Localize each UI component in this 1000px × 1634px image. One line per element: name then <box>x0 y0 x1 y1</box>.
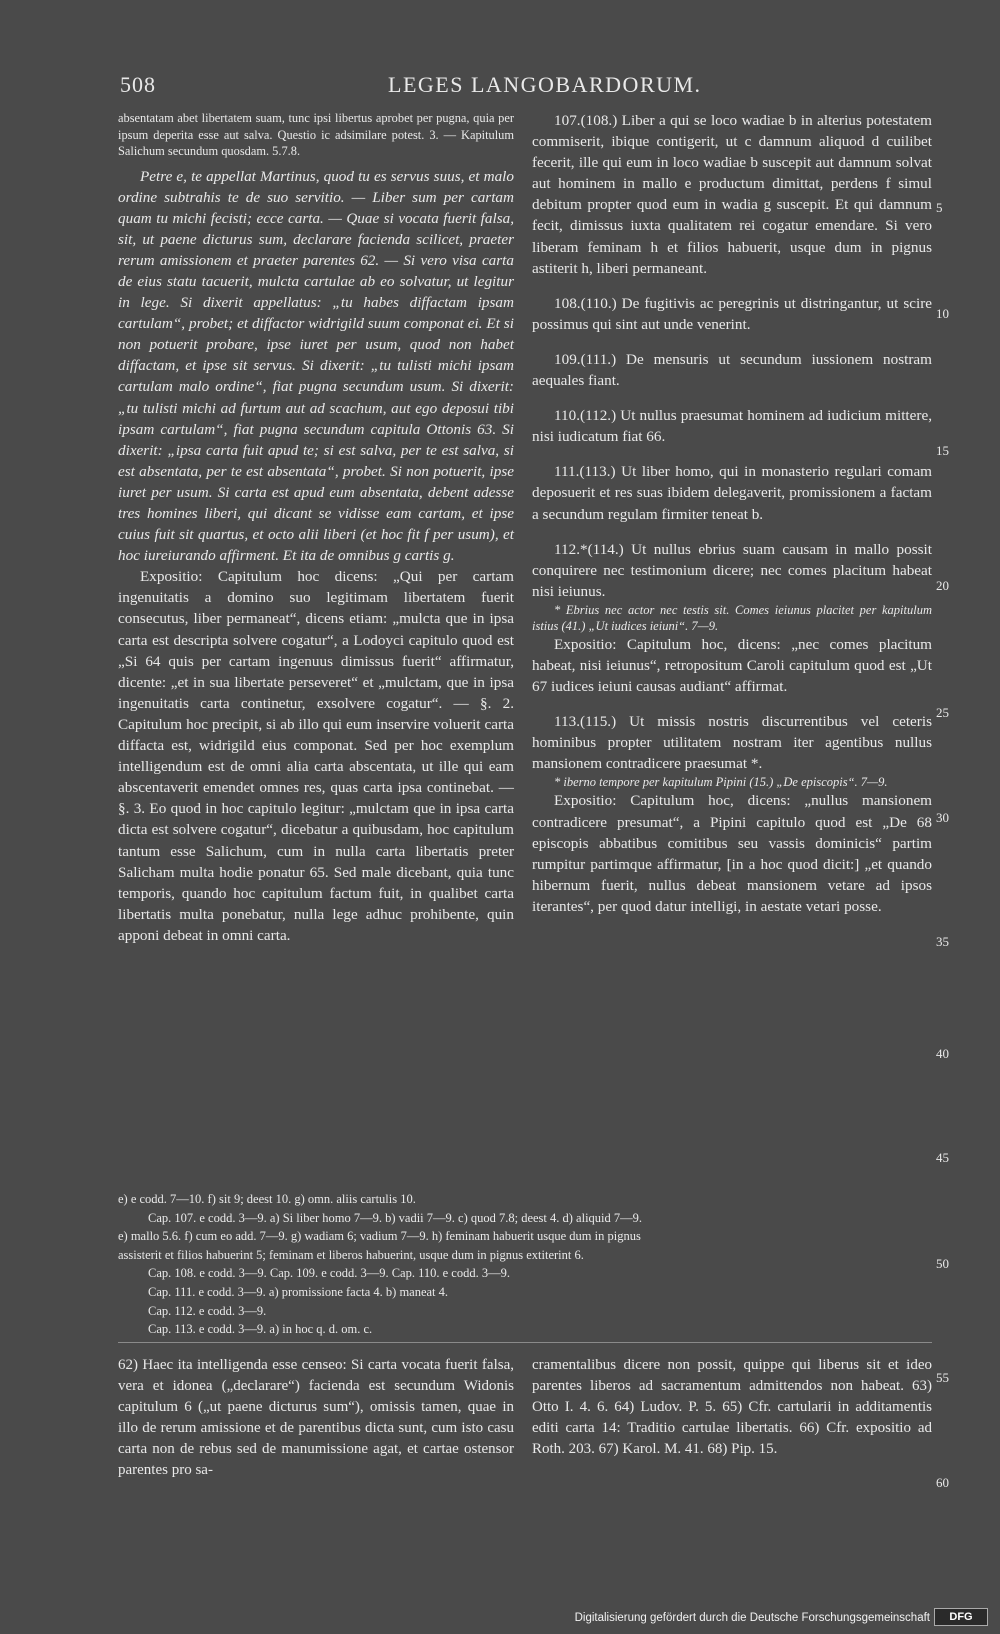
footnotes-left: 62) Haec ita intelligenda esse censeo: Si carta vocata fuerit falsa, vera et idonea („declarare“) facienda est secundum Widonis capitulum 6 („ut paene dicturus sum“), omissis tamen, quae in illo de rerum amissione et de parentibus dicta sunt, cum isto casu carta non de rebus sed de manumissione agat, et cartae ostensor parentes pro sa- <box>118 1357 514 1479</box>
line-number: 20 <box>936 578 949 593</box>
line-number: 55 <box>936 1370 949 1385</box>
apparatus-line: Cap. 108. e codd. 3—9. Cap. 109. e codd. 3—9. Cap. 110. e codd. 3—9. <box>148 1266 510 1281</box>
footnotes-right: cramentalibus dicere non possit, quippe qui liberus sit et ideo parentes liberos ad sacramentum admittendos non habeat. 63) Otto I. 4. 6. 64) Ludov. P. 5. 65) Cfr. cartularii in additamentis editi carta 14: Traditio cartulae libertatis. 66) Cfr. expositio ad Roth. 203. 67) Karol. M. 41. 68) Pip. 15. <box>532 1357 932 1458</box>
chapter-112: 112.*(114.) Ut nullus ebrius suam causam in mallo possit conquirere nec testimonium dicere; nec comes placitum habeat nisi ieiunus. <box>532 540 932 600</box>
apparatus-line: Cap. 111. e codd. 3—9. a) promissione facta 4. b) maneat 4. <box>148 1284 449 1299</box>
line-number: 45 <box>936 1150 949 1165</box>
line-number: 40 <box>936 1046 949 1061</box>
line-number: 35 <box>936 934 949 949</box>
page-number: 508 <box>120 72 156 97</box>
line-number: 15 <box>936 443 949 458</box>
apparatus-line: assisterit et filios habuerint 5; feminam et liberos habuerint, usque dum in pignus extiterint 6. <box>118 1247 584 1262</box>
chapter-113-note: * iberno tempore per kapitulum Pipini (15.) „De episcopis“. 7—9. <box>554 775 888 790</box>
chapter-111: 111.(113.) Ut liber homo, qui in monasterio regulari comam deposuerit et res suas ibidem delegaverit, promissionem a factam a secundum regulam firmiter teneat b. <box>532 463 932 523</box>
chapter-112-expositio: Expositio: Capitulum hoc, dicens: „nec comes placitum habeat, nisi ieiunus“, retropositum Caroli capitulum quod est „Ut 67 iudices ieiuni causas audiant“ affirmat. <box>532 635 932 696</box>
footnote-divider <box>118 1342 932 1343</box>
apparatus-line: Cap. 113. e codd. 3—9. a) in hoc q. d. om. c. <box>148 1322 373 1337</box>
apparatus-line: e) e codd. 7—10. f) sit 9; deest 10. g) omn. aliis cartulis 10. <box>118 1192 416 1206</box>
line-number: 30 <box>936 810 949 825</box>
critical-apparatus <box>118 1190 928 1339</box>
chapter-107: 107.(108.) Liber a qui se loco wadiae b in alterius potestatem commiserit, ibique contigerit, ut c damnum aliquod d cuilibet fecerit, ille qui eum in loco wadiae b suscepit aut damnum solvat aut hominem in mallo e productum dimittat, perdens f simul debitum propter quod eum in wadia g suscepit. Et qui damnum fecit, dimissus iuxta qualitatem rei cogatur emendare. Si vero liberam feminam h et filios habuerit, usque dum in pignus astiterit h, liberi permaneant. <box>532 112 932 277</box>
line-number: 10 <box>936 306 949 321</box>
line-number: 60 <box>936 1475 949 1490</box>
line-number: 25 <box>936 705 949 720</box>
apparatus-line: Cap. 107. e codd. 3—9. a) Si liber homo 7—9. b) vadii 7—9. c) quod 7.8; deest 4. d) aliquid 7—9. <box>148 1210 643 1225</box>
apparatus-line: e) mallo 5.6. f) cum eo add. 7—9. g) wadiam 6; vadium 7—9. h) feminam habuerit usque dum in pignus <box>118 1229 641 1244</box>
chapter-113-expositio: Expositio: Capitulum hoc, dicens: „nullus mansionem contradicere presumat“, a Pipini capitulo quod est „De 68 episcopis abbatibus comitibus seu vassis dominicis“ partim rumpitur partimque affirmatur, [in a hoc quod dicit:] „et quando hibernum fuerit, nullus debeat mansionem vetare ad ipsos iterantes“, per quod datur intelligi, in aestate vetari posse. <box>532 792 932 915</box>
dfg-logo: DFG <box>934 1608 988 1626</box>
formula-paragraph: Petre e, te appellat Martinus, quod tu es servus suus, et malo ordine subtrahis te de suo servitio. — Liber sum per cartam quam tu michi fecisti; ecce carta. — Quae si vocata fuerit falsa, sit, ut paene dicturus sum, declarare facienda scilicet, praeter rerum amissionem et praeter parentes 62. — Si vero visa carta de eius statu tacuerit, mulcta cartulae ab eo solvatur, ut legitur in lege. Si dixerit appellatus: „tu habes diffactam ipsam cartulam“, probet; et diffactor widrigild suum componat ei. Et si non potuerit probare, ipse iuret per usum, quod non habet diffactam, et ipse sit servus. Si dixerit: „tu tulisti michi ipsam cartulam malo ordine“, fiat pugna secundum usum. Si dixerit: „tu tulisti michi ad furtum aut ad scachum, aut ego deposui tibi ipsam cartulam“, fiat pugna secundum capitula Ottonis 63. Si dixerit: „ipsa carta fuit apud te; si est salva, per te est salva, si est absentata, per te est absentata“, probet. Si non potuerit, ipse iuret per usum. Si carta est apud eum absentata, debent adesse tres homines liberi, qui dicant se vidisse eam cartam, et ipse cuius fuit sit quartus, et octo alii liberi (et hoc fit f per usum), et hoc iureiurando affirment. Et ita de omnibus g cartis g. <box>118 167 514 565</box>
left-column <box>118 110 514 946</box>
line-number: 50 <box>936 1256 949 1271</box>
margin-line-numbers <box>936 0 966 1634</box>
digitization-credit: Digitalisierung gefördert durch die Deutsche Forschungsgemeinschaft <box>574 1612 930 1624</box>
line-number: 5 <box>936 200 943 215</box>
chapter-109: 109.(111.) De mensuris ut secundum iussionem nostram aequales fiant. <box>532 350 932 390</box>
apparatus-line: Cap. 112. e codd. 3—9. <box>148 1303 267 1318</box>
expositio-paragraph: Expositio: Capitulum hoc dicens: „Qui per cartam ingenuitatis a domino suo legitimam libertatem fuerit consecutus, liber permaneat“, dicens etiam: „mulcta que in ipsa carta est descripta solvere cogatur“, a Lodoyci capitulo quod est „Si 64 quis per cartam ingenuus dimissus fuerit“ affirmatur, dicente: „et in sua libertate perseveret“ et „mulctam, que in ipsa ingenuitatis carta continetur, exsolvere cogatur“. — §. 2. Capitulum hoc precipit, si ab illo qui eum inservire voluerit carta diffacta est, widrigild eius componat. Sed per hoc exemplum intelligendum est de omni alia carta abscentata, ut ille qui eam abscentaverit emendet omnes res, quas carta ipsa continebat. — §. 3. Eo quod in hoc capitulo legitur: „mulctam que in ipsa carta dicta est solvere cogatur“, dicebatur a quibusdam, hoc capitulum tantum esse Salichum, cum in nulla carta libertatis preter Salicham multa hodie ponatur 65. Sed male dicebant, quia tunc temporis, quando hoc capitulum factum fuit, in qualibet carta libertatis multa ponebatur, nulla lege adhuc prohibente, quin apponi debeat in omni carta. <box>118 568 514 944</box>
chapter-112-note: * Ebrius nec actor nec testis sit. Comes ieiunus placitet per kapitulum istius (41.) „Ut iudices ieiuni“. 7—9. <box>532 602 932 633</box>
page-header <box>120 72 840 102</box>
running-title: LEGES LANGOBARDORUM. <box>388 72 702 97</box>
chapter-110: 110.(112.) Ut nullus praesumat hominem ad iudicium mittere, nisi iudicatum fiat 66. <box>532 407 932 446</box>
lead-note: absentatam abet libertatem suam, tunc ipsi libertus aprobet per pugna, quia per ipsum deperita esse aut salva. Questio ic adsimilare potest. 3. — Kapitulum Salichum secundum quosdam. 5.7.8. <box>118 111 514 158</box>
chapter-108: 108.(110.) De fugitivis ac peregrinis ut distringantur, ut scire possimus qui sint aut unde venerint. <box>532 294 932 333</box>
right-column <box>532 110 932 917</box>
chapter-113: 113.(115.) Ut missis nostris discurrentibus vel ceteris hominibus propter utilitatem nostram iter agentibus nullus mansionem contradicere praesumat *. <box>532 713 932 773</box>
